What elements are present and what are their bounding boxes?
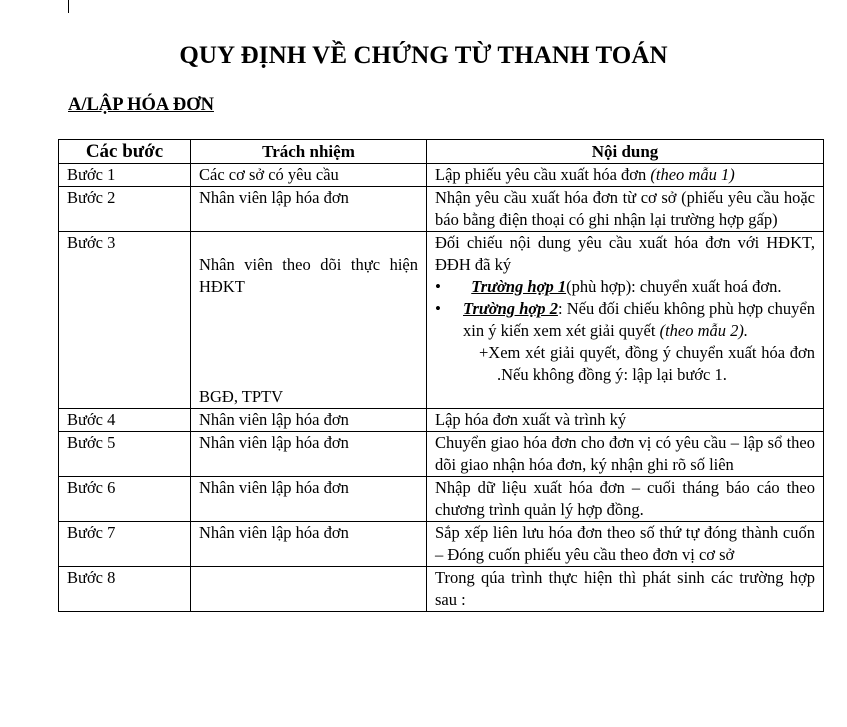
content-cell: Nhập dữ liệu xuất hóa đơn – cuối tháng báo cáo theo chương trình quản lý hợp đồng. [427, 477, 824, 522]
step-cell: Bước 6 [59, 477, 191, 522]
table-row [59, 187, 824, 232]
case-2-title: Trường hợp 2 [463, 299, 558, 318]
content-text: Lập phiếu yêu cầu xuất hóa đơn [435, 165, 651, 184]
step-cell: Bước 5 [59, 432, 191, 477]
table-row [59, 567, 824, 612]
header-responsibility: Trách nhiệm [191, 140, 427, 164]
table-row [59, 432, 824, 477]
page-title: QUY ĐỊNH VỀ CHỨNG TỪ THANH TOÁN [179, 42, 668, 69]
text-cursor [68, 0, 69, 13]
table-row [59, 164, 824, 187]
content-cell: Trong qúa trình thực hiện thì phát sinh các trường hợp sau : [427, 567, 824, 612]
list-item [435, 298, 815, 342]
table-row [59, 409, 824, 432]
header-steps: Các bước [59, 140, 191, 164]
responsibility-cell: Nhân viên lập hóa đơn [191, 187, 427, 232]
table-row [59, 522, 824, 567]
case-2-text: : Nếu đối chiếu không phù hợp chuyển xin ý kiến xem xét giải quyết [463, 299, 815, 340]
step-cell: Bước 1 [59, 164, 191, 187]
content-cell: Lập hóa đơn xuất và trình ký [427, 409, 824, 432]
case-list [435, 276, 815, 342]
step-cell: Bước 3 [59, 232, 191, 409]
table-header-row [59, 140, 824, 164]
content-cell: Nhận yêu cầu xuất hóa đơn từ cơ sở (phiếu yêu cầu hoặc báo bằng điện thoại có ghi nhận lại trường hợp gấp) [427, 187, 824, 232]
responsibility-cell: Nhân viên lập hóa đơn [191, 477, 427, 522]
responsibility-cell [191, 567, 427, 612]
section-heading: A/LẬP HÓA ĐƠN [68, 95, 214, 115]
step-cell: Bước 7 [59, 522, 191, 567]
list-item [435, 276, 815, 298]
sub-note: +Xem xét giải quyết, đồng ý chuyển xuất hóa đơn .Nếu không đồng ý: lập lại bước 1. [479, 343, 815, 384]
step-cell: Bước 2 [59, 187, 191, 232]
template-reference: (theo mẫu 2). [659, 321, 749, 340]
responsibility-cell: Các cơ sở có yêu cầu [191, 164, 427, 187]
case-1-title: Trường hợp 1 [471, 277, 567, 296]
case-1-text: (phù hợp): chuyển xuất hoá đơn. [566, 277, 782, 296]
responsibility-management: BGĐ, TPTV [199, 387, 284, 406]
responsibility-cell: Nhân viên lập hóa đơn [191, 432, 427, 477]
content-cell: Chuyển giao hóa đơn cho đơn vị có yêu cầu – lập sổ theo dõi giao nhận hóa đơn, ký nhận ghi rõ số liên [427, 432, 824, 477]
responsibility-cell: Nhân viên lập hóa đơn [191, 522, 427, 567]
content-cell [427, 232, 824, 409]
header-content: Nội dung [427, 140, 824, 164]
step-cell: Bước 4 [59, 409, 191, 432]
content-cell: Sắp xếp liên lưu hóa đơn theo số thứ tự đóng thành cuốn – Đóng cuốn phiếu yêu cầu theo đơn vị cơ sở [427, 522, 824, 567]
template-reference: (theo mẫu 1) [650, 165, 735, 184]
content-cell [427, 164, 824, 187]
step-cell: Bước 8 [59, 567, 191, 612]
table-row [59, 477, 824, 522]
content-intro: Đối chiếu nội dung yêu cầu xuất hóa đơn với HĐKT, ĐĐH đã ký [435, 233, 815, 274]
responsibility-contract-tracker: Nhân viên theo dõi thực hiện HĐKT [199, 255, 418, 296]
table-row [59, 232, 824, 409]
procedure-table [58, 139, 824, 612]
responsibility-cell [191, 232, 427, 409]
responsibility-cell: Nhân viên lập hóa đơn [191, 409, 427, 432]
